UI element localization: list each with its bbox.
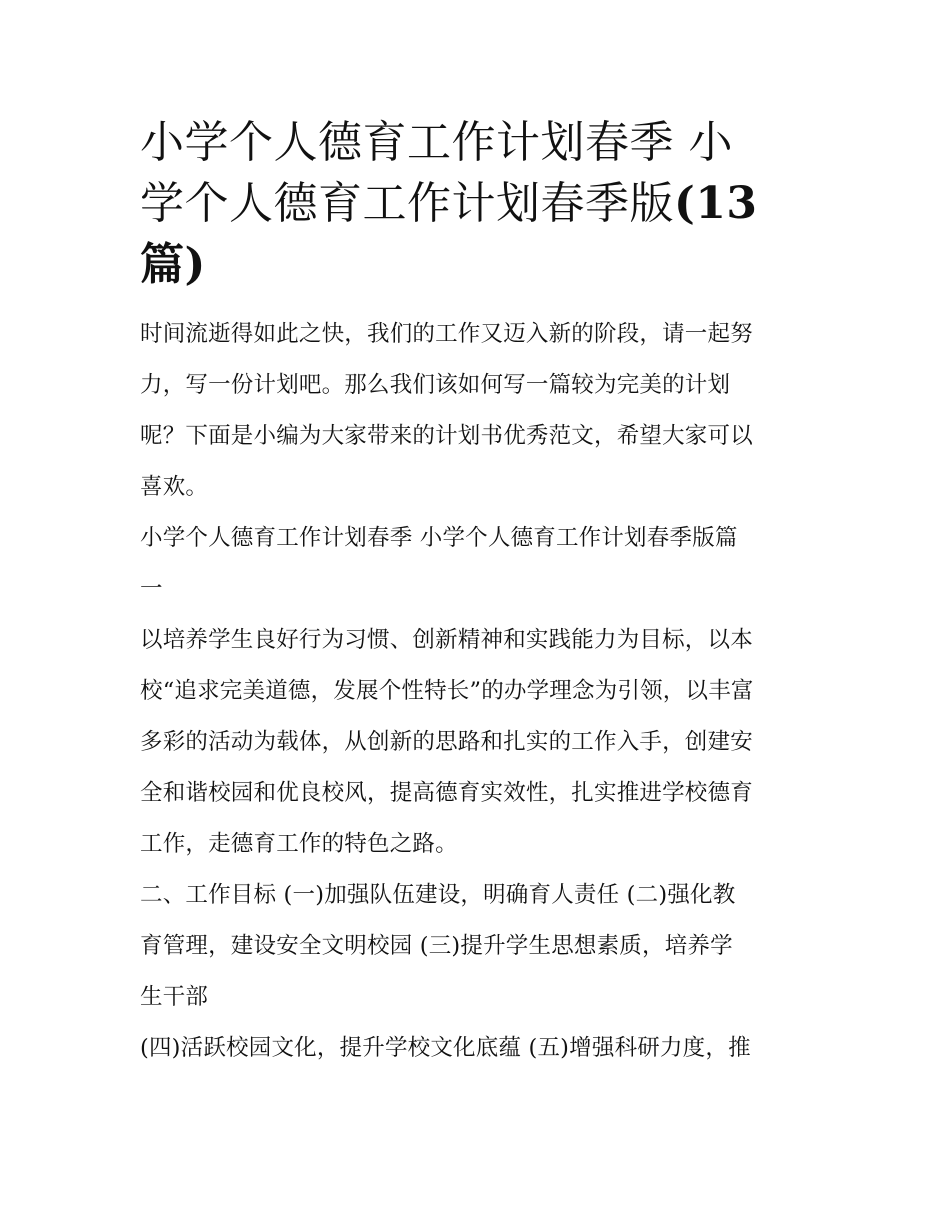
objectives-continued-paragraph bbox=[140, 1023, 812, 1074]
paragraph-line: 力，写一份计划吧。那么我们该如何写一篇较为完美的计划 bbox=[140, 372, 731, 398]
heading-line: 小学个人德育工作计划春季 小学个人德育工作计划春季版篇 bbox=[140, 525, 738, 551]
paragraph-line: 时间流逝得如此之快，我们的工作又迈入新的阶段，请一起努 bbox=[140, 321, 753, 347]
paragraph-line: 以培养学生良好行为习惯、创新精神和实践能力为目标，以本 bbox=[140, 627, 753, 653]
objectives-paragraph bbox=[140, 870, 812, 1023]
title-line-1: 小学个人德育工作计划春季 小 bbox=[140, 117, 733, 168]
title-line-2-count: (13 bbox=[674, 178, 758, 229]
title-line-3: 篇) bbox=[140, 239, 206, 290]
paragraph-line: 生干部 bbox=[140, 984, 209, 1010]
paragraph-line: 校“追求完美道德，发展个性特长”的办学理念为引领，以丰富 bbox=[140, 678, 754, 704]
document-page bbox=[140, 112, 812, 1074]
paragraph-line: 多彩的活动为载体，从创新的思路和扎实的工作入手，创建安 bbox=[140, 729, 753, 755]
heading-line: 一 bbox=[140, 576, 163, 602]
paragraph-line: 全和谐校园和优良校风，提高德育实效性，扎实推进学校德育 bbox=[140, 780, 753, 806]
paragraph-line: 工作，走德育工作的特色之路。 bbox=[140, 831, 458, 857]
title-line-2 bbox=[140, 173, 812, 234]
goal-paragraph bbox=[140, 615, 812, 870]
paragraph-line: (四)活跃校园文化，提升学校文化底蕴 (五)增强科研力度，推 bbox=[140, 1035, 751, 1061]
paragraph-line: 育管理，建设安全文明校园 (三)提升学生思想素质，培养学 bbox=[140, 933, 733, 959]
title-line-2-text: 学个人德育工作计划春季版 bbox=[140, 178, 674, 229]
section-heading bbox=[140, 513, 812, 615]
paragraph-line: 喜欢。 bbox=[140, 474, 209, 500]
paragraph-line: 二、工作目标 (一)加强队伍建设，明确育人责任 (二)强化教 bbox=[140, 882, 736, 908]
intro-paragraph bbox=[140, 309, 812, 513]
paragraph-line: 呢？下面是小编为大家带来的计划书优秀范文，希望大家可以 bbox=[140, 423, 753, 449]
document-title bbox=[140, 112, 812, 295]
